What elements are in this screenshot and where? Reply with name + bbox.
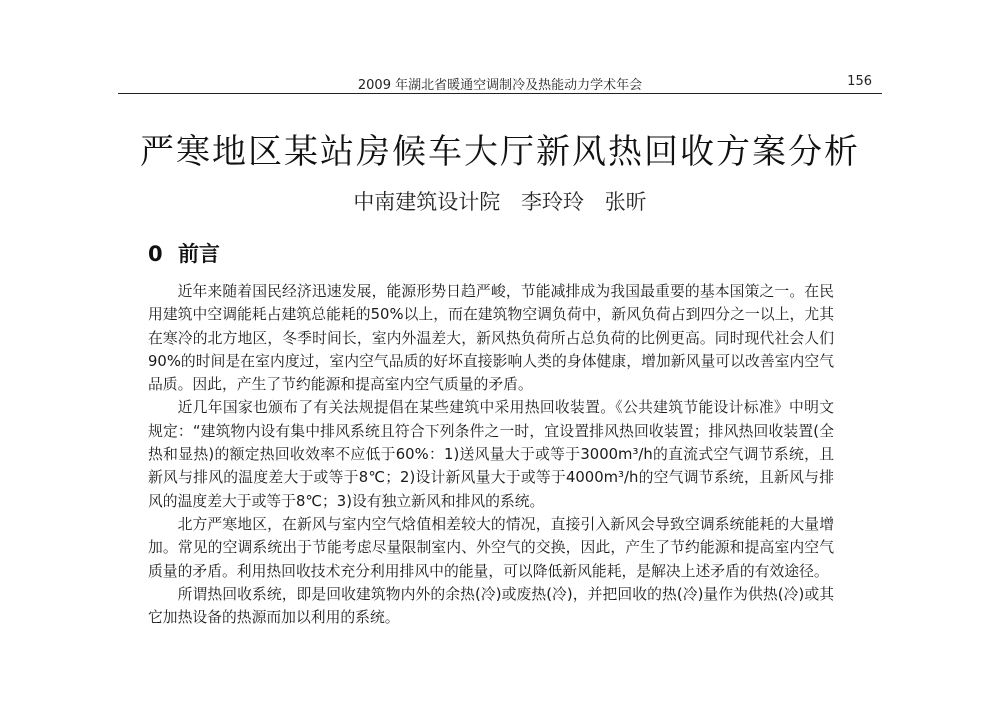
author-name: 张昕 [604, 190, 647, 214]
author-name: 李玲玲 [521, 190, 584, 214]
section-number: 0 [148, 242, 163, 266]
affiliation: 中南建筑设计院 [353, 190, 501, 214]
section-title: 前言 [177, 242, 220, 266]
conference-name: 2009 年湖北省暖通空调制冷及热能动力学术年会 [357, 78, 643, 93]
paragraph: 近几年国家也颁布了有关法规提倡在某些建筑中采用热回收装置。《公共建筑节能设计标准》中明文规定：“建筑物内设有集中排风系统且符合下列条件之一时，宜设置排风热回收装置；排风热回收装置(全热和显热)的额定热回收效率不应低于60%：1)送风量大于或等于3000m³/h的直流式空气调节系统，且新风与排风的温度差大于或等于8℃；2)设计新风量大于或等于4000m³/h的空气调节系统，且新风与排风的温度差大于或等于8℃；3)设有独立新风和排风的系统。 [148, 399, 834, 510]
page-number: 156 [847, 74, 872, 89]
paragraph: 所谓热回收系统，即是回收建筑物内外的余热(冷)或废热(冷)，并把回收的热(冷)量作为供热(冷)或其它加热设备的热源而加以利用的系统。 [148, 585, 834, 627]
paper-title: 严寒地区某站房候车大厅新风热回收方案分析 [140, 132, 860, 172]
paragraph: 近年来随着国民经济迅速发展，能源形势日趋严峻，节能减排成为我国最重要的基本国策之一。在民用建筑中空调能耗占建筑总能耗的50%以上，而在建筑物空调负荷中，新风负荷占到四分之一以上，尤其在寒冷的北方地区，冬季时间长，室内外温差大，新风热负荷所占总负荷的比例更高。同时现代社会人们90%的时间是在室内度过，室内空气品质的好坏直接影响人类的身体健康，增加新风量可以改善室内空气品质。因此，产生了节约能源和提高室内空气质量的矛盾。 [148, 283, 834, 394]
body-text [148, 280, 834, 629]
author-line [100, 186, 900, 216]
paragraph: 北方严寒地区，在新风与室内空气焓值相差较大的情况，直接引入新风会导致空调系统能耗的大量增加。常见的空调系统出于节能考虑尽量限制室内、外空气的交换，因此，产生了节约能源和提高室内空气质量的矛盾。利用热回收技术充分利用排风中的能量，可以降低新风能耗，是解决上述矛盾的有效途径。 [148, 515, 834, 580]
running-header [118, 74, 882, 94]
header-rule [118, 93, 882, 94]
section-heading [148, 238, 220, 268]
